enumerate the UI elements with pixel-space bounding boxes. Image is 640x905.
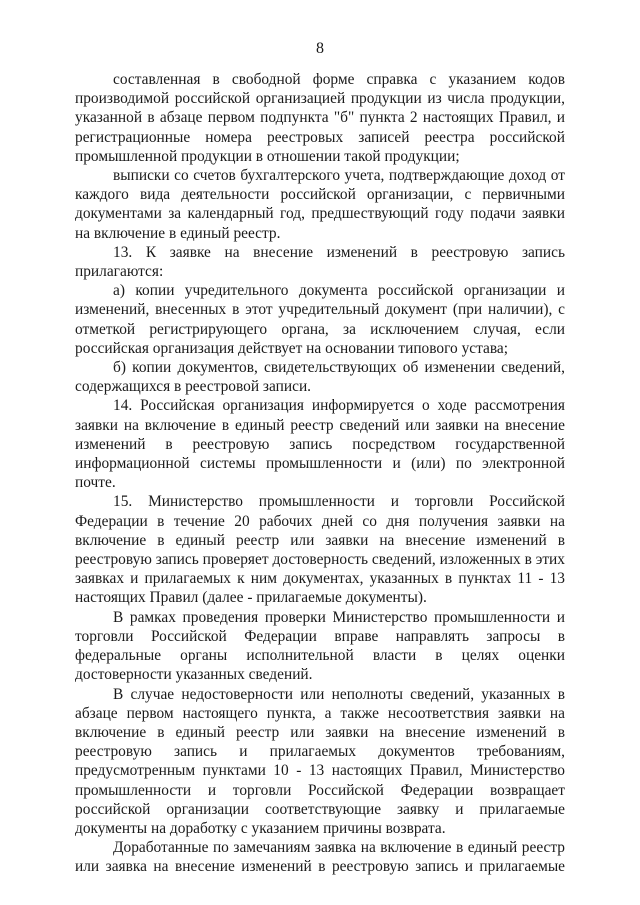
paragraph-2: выписки со счетов бухгалтерского учета, подтверждающие доход от каждого вида деятельности российской организации, с первичными документами за календарный год, предшествующий году подачи заявки на включение в единый реестр. [75,167,565,242]
page-number: 8 [316,40,324,57]
document-body [75,70,565,877]
paragraph-6: 14. Российская организация информируется о ходе рассмотрения заявки на включение в единый реестр сведений или заявки на внесение изменений в реестровую запись посредством государственной информационной системы промышленности и (или) по электронной почте. [75,397,565,492]
paragraph-1: составленная в свободной форме справка с указанием кодов производимой российской организацией продукции из числа продукции, указанной в абзаце первом подпункта "б" пункта 2 настоящих Правил, и регистрационные номера реестровых записей реестра российской промышленной продукции в отношении такой продукции; [75,71,565,165]
paragraph-8: В рамках проведения проверки Министерство промышленности и торговли Российской Федерации вправе направлять запросы в федеральные органы исполнительной власти в целях оценки достоверности указанных сведений. [75,608,565,684]
paragraph-5: б) копии документов, свидетельствующих об изменении сведений, содержащихся в реестровой записи. [75,359,565,396]
paragraph-4: а) копии учредительного документа российской организации и изменений, внесенных в этот учредительный документ (при наличии), с отметкой регистрирующего органа, за исключением случая, если российская организация действует на основании типового устава; [75,282,565,357]
paragraph-10: Доработанные по замечаниям заявка на включение в единый реестр или заявка на внесение изменений в реестровую запись и прилагаемые [75,839,565,876]
paragraph-7: 15. Министерство промышленности и торговли Российской Федерации в течение 20 рабочих дней со дня получения заявки на включение в единый реестр или заявки на внесение изменений в реестровую запись проверяет достоверность сведений, изложенных в этих заявках и прилагаемых к ним документах, указанных в пунктах 11 - 13 настоящих Правил (далее - прилагаемые документы). [75,493,565,607]
paragraph-3: 13. К заявке на внесение изменений в реестровую запись прилагаются: [75,243,565,281]
paragraph-9: В случае недостоверности или неполноты сведений, указанных в абзаце первом настоящего пункта, а также несоответствия заявки на включение в единый реестр или заявки на внесение изменений в реестровую запись и прилагаемых документов требованиям, предусмотренным пунктами 10 - 13 настоящих Правил, Министерство промышленности и торговли Российской Федерации возвращает российской организации соответствующие заявку и прилагаемые документы на доработку с указанием причины возврата. [75,685,565,837]
